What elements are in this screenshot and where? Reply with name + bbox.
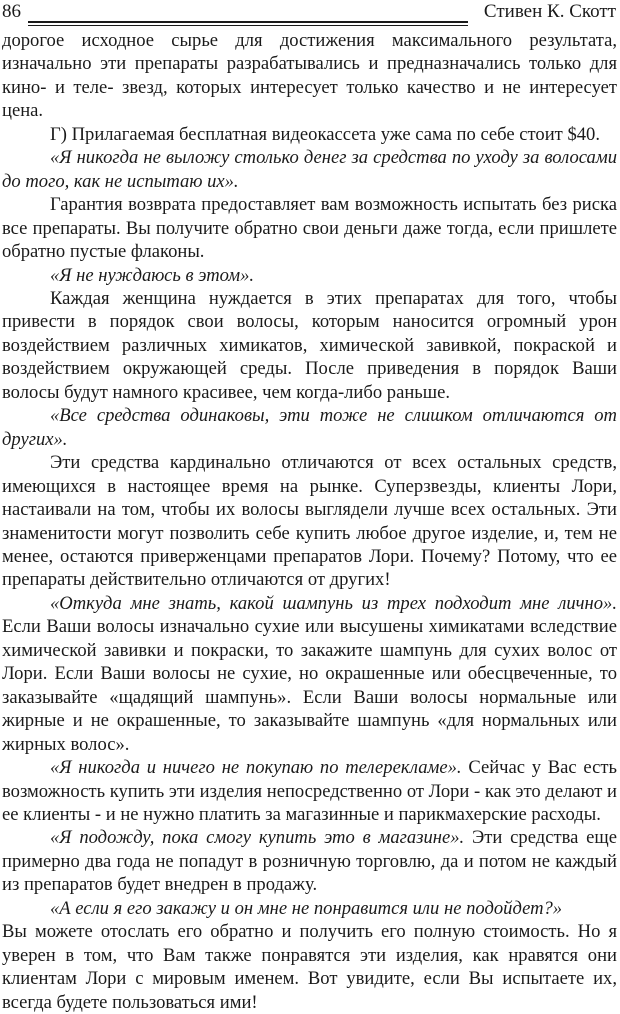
page-number: 86 [2,1,21,22]
paragraph: Каждая женщина нуждается в этих препаратах для того, чтобы привести в порядок свои волосы, которым наносится огромный урон воздействием различных химикатов, химической завивкой, покраской и воздействием окружающей среды. После приведения в порядок Ваши волосы будут намного красивее, чем когда-либо раньше. [2,287,617,403]
paragraph: Вы можете отослать его обратно и получить его полную стоимость. Но я уверен в том, что Вам также понравятся эти изделия, как нравятся они клиентам Лори с мировым именем. Вот увидите, если Вы испытаете их, всегда будете пользоваться ими! [2,921,617,1013]
objection-paragraph: «А если я его закажу и он мне не понравится или не подойдет?» [50,897,563,919]
header-rule-thick [28,21,468,23]
running-title: Стивен К. Скотт [483,1,616,22]
objection-paragraph: «Откуда мне знать, какой шампунь из трех подходит мне лично». Если Ваши волосы изначально сухие или высушены химикатами вследствие химической завивки и покраски, то закажите шампунь для сухих волос от Лори. Если Ваши волосы не сухие, но окрашенные или обесцвеченные, то заказывайте «щадящий шампунь». Если Ваши волосы нормальные или жирные и не окрашенные, то заказывайте шампунь «для нормальных или жирных волос». [2,592,617,755]
body-text [2,29,617,1014]
objection-paragraph: «Я никогда и ничего не покупаю по телерекламе». Сейчас у Вас есть возможность купить эти изделия непосредственно от Лори - как это делают и ее клиенты - и не нужно платить за магазинные и парикмахерские расходы. [2,757,617,825]
paragraph: Эти средства кардинально отличаются от всех остальных средств, имеющихся в настоящее время на рынке. Суперзвезды, клиенты Лори, настаивали на том, чтобы их волосы выглядели лучше всех остальных. Эти знаменитости могут позволить себе купить любое другое изделие, и, тем не менее, остаются приверженцами препаратов Лори. Почему? Потому, что ее препараты действительно отличаются от других! [2,452,617,591]
objection-paragraph: «Я подожду, пока смогу купить это в магазине». Эти средства еще примерно два года не попадут в розничную торговлю, да и потом не каждый из препаратов будет внедрен в продажу. [2,827,617,896]
paragraph: Г) Прилагаемая бесплатная видеокассета уже сама по себе стоит $40. [50,123,600,145]
header-rule-thin [28,25,468,26]
objection-paragraph: «Я не нуждаюсь в этом». [50,264,255,286]
paragraph: дорогое исходное сырье для достижения максимального результата, изначально эти препараты разрабатывались и предназначались только для кино- и теле- звезд, которых интересует только качество и не интересует цена. [2,30,617,122]
objection-paragraph: «Все средства одинаковы, эти тоже не слишком отличаются от других». [2,405,617,450]
paragraph: Гарантия возврата предоставляет вам возможность испытать без риска все препараты. Вы получите обратно свои деньги даже тогда, если пришлете обратно пустые флаконы. [2,194,617,263]
objection-paragraph: «Я никогда не выложу столько денег за средства по уходу за волосами до того, как не испытаю их». [2,147,617,192]
